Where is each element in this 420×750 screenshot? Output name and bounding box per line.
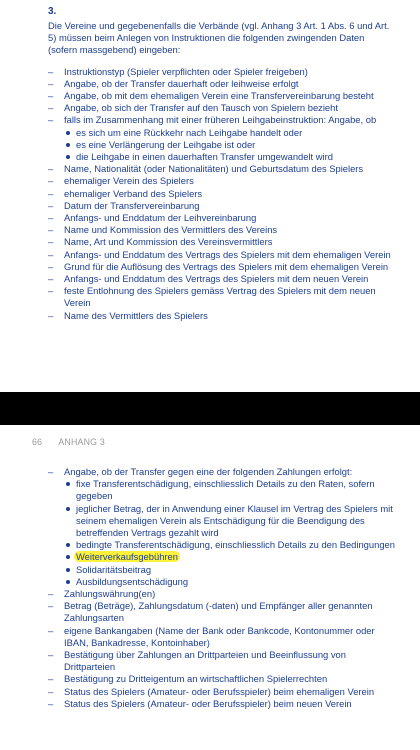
list-item: – Status des Spielers (Amateur- oder Berufsspieler) beim neuen Verein <box>48 698 396 710</box>
sub-list-item: fixe Transferentschädigung, einschliesslich Details zu den Raten, sofern gegeben <box>64 478 396 502</box>
sub-list-item: jeglicher Betrag, der in Anwendung einer Klausel im Vertrag des Spielers mit seinem ehemaligen Verein als Entschädigung für die Beendigung des betreffenden Vertrags gezahlt wird <box>64 503 396 540</box>
running-head-title: ANHANG 3 <box>58 437 105 447</box>
running-head <box>32 437 396 448</box>
sub-list-item: Ausbildungsentschädigung <box>64 576 396 588</box>
list-item: – Name, Art und Kommission des Vereinsvermittlers <box>48 236 396 248</box>
list-item-text: Angabe, ob der Transfer gegen eine der folgenden Zahlungen erfolgt: <box>64 466 353 477</box>
intro-paragraph: Die Vereine und gegebenenfalls die Verbände (vgl. Anhang 3 Art. 1 Abs. 6 und Art. 5) müssen beim Anlegen von Instruktionen die folgenden zwingenden Daten (sofern massgebend) eingeben: <box>48 20 390 56</box>
payment-sublist <box>64 478 396 588</box>
list-item: – eigene Bankangaben (Name der Bank oder Bankcode, Kontonummer oder IBAN, Bankadresse, Kontoinhaber) <box>48 625 396 649</box>
sub-list-item: Solidaritätsbeitrag <box>64 564 396 576</box>
payment-data-list <box>48 466 396 710</box>
list-item: – Zahlungswährung(en) <box>48 588 396 600</box>
list-item: – Bestätigung zu Dritteigentum an wirtschaftlichen Spielerrechten <box>48 673 396 685</box>
page-separator-band <box>0 392 420 425</box>
list-item-with-sublist <box>48 114 396 163</box>
list-item: – Bestätigung über Zahlungen an Drittparteien und Beeinflussung von Drittparteien <box>48 649 396 673</box>
list-item: – Datum der Transfervereinbarung <box>48 200 396 212</box>
list-item: – Angabe, ob sich der Transfer auf den Tausch von Spielern bezieht <box>48 102 396 114</box>
sub-list-item: die Leihgabe in einen dauerhaften Transfer umgewandelt wird <box>64 151 396 163</box>
list-item: – Anfangs- und Enddatum der Leihvereinbarung <box>48 212 396 224</box>
document-page-bottom <box>0 425 420 750</box>
sub-list-item: bedingte Transferentschädigung, einschliesslich Details zu den Bedingungen <box>64 539 396 551</box>
list-item: – Anfangs- und Enddatum des Vertrags des Spielers mit dem ehemaligen Verein <box>48 249 396 261</box>
list-item-text: falls im Zusammenhang mit einer früheren Leihgabeinstruktion: Angabe, ob <box>64 114 377 126</box>
page-number: 66 <box>32 437 43 447</box>
list-item: – Status des Spielers (Amateur- oder Berufsspieler) beim ehemaligen Verein <box>48 686 396 698</box>
list-item: – Name des Vermittlers des Spielers <box>48 310 396 322</box>
list-item: – Instruktionstyp (Spieler verpflichten oder Spieler freigeben) <box>48 66 396 78</box>
mandatory-data-list <box>48 66 396 322</box>
list-item: – ehemaliger Verband des Spielers <box>48 188 396 200</box>
list-item: – Name, Nationalität (oder Nationalitäten) und Geburtsdatum des Spielers <box>48 163 396 175</box>
list-item: – Angabe, ob mit dem ehemaligen Verein eine Transfervereinbarung besteht <box>48 90 396 102</box>
list-item-with-sublist <box>48 466 396 588</box>
sub-list-item-highlighted <box>64 551 396 563</box>
list-item: – Betrag (Beträge), Zahlungsdatum (-daten) und Empfänger aller genannten Zahlungsarten <box>48 600 396 624</box>
section-number: 3. <box>48 6 57 17</box>
list-item: – Grund für die Auflösung des Vertrags des Spielers mit dem ehemaligen Verein <box>48 261 396 273</box>
sub-list-item: es eine Verlängerung der Leihgabe ist oder <box>64 139 396 151</box>
list-item: – feste Entlohnung des Spielers gemäss Vertrag des Spielers mit dem neuen Verein <box>48 285 396 309</box>
sub-list-item: es sich um eine Rückkehr nach Leihgabe handelt oder <box>64 127 396 139</box>
list-item: – Anfangs- und Enddatum des Vertrags des Spielers mit dem neuen Verein <box>48 273 396 285</box>
highlighted-text: Weiterverkaufsgebühren <box>76 551 178 563</box>
list-item: – ehemaliger Verein des Spielers <box>48 175 396 187</box>
list-item: – Angabe, ob der Transfer dauerhaft oder leihweise erfolgt <box>48 78 396 90</box>
loan-sublist <box>64 127 396 164</box>
list-item: – Name und Kommission des Vermittlers des Vereins <box>48 224 396 236</box>
